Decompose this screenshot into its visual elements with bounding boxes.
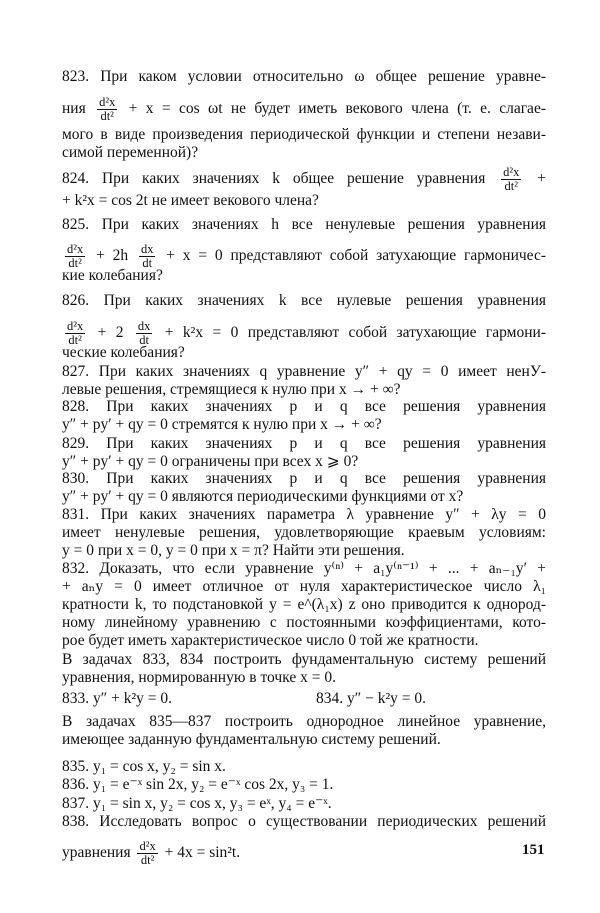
fraction-numerator: d²x [99, 95, 116, 109]
text-line [62, 216, 546, 234]
fraction-numerator: d²x [67, 319, 84, 333]
line-text: 831. При каких значениях параметра λ уравнение y″ + λy = 0 [62, 506, 546, 523]
line-text: + 2h [88, 247, 136, 265]
text-line [62, 506, 546, 524]
line-text: В задачах 835—837 построить однородное линейное уравнение, [62, 713, 546, 730]
line-text: левые решения, стремящиеся к нулю при x → + ∞? [62, 381, 401, 398]
line-text: ческие колебания? [62, 344, 185, 361]
fraction-numerator: dx [140, 242, 154, 256]
fraction-denominator: dt [142, 256, 153, 270]
line-text: симой переменной)? [62, 144, 199, 161]
text-line [62, 731, 546, 749]
page-number: 151 [522, 842, 545, 858]
fraction-numerator: d²x [139, 839, 156, 853]
line-text: кратности k, то подстановкой y = e^(λ₁x) z оно приводится к однород- [62, 596, 546, 613]
fraction-denominator: dt² [68, 333, 82, 347]
text-line [62, 776, 546, 794]
line-text: 825. При каких значениях h все ненулевые решения уравнения [62, 216, 546, 233]
line-text: 837. y₁ = sin x, y₂ = cos x, y₃ = eˣ, y₄ = e⁻ˣ. [62, 795, 332, 812]
text-line [62, 542, 546, 560]
text-line [62, 243, 546, 270]
fraction-denominator: dt² [140, 853, 155, 867]
text-line [62, 690, 546, 708]
text-line [62, 126, 546, 144]
text-line [62, 713, 546, 731]
line-text: y″ + py′ + qy = 0 стремятся к нулю при x → + ∞? [62, 416, 382, 433]
line-text: 827. При каких значениях q уравнение y″ + qy = 0 имеет ненУ- [62, 363, 546, 380]
fraction-denominator: dt² [504, 179, 519, 193]
line-text: + 2 [88, 324, 133, 342]
text-line [62, 470, 546, 488]
text-line [62, 488, 546, 506]
text-line [62, 578, 546, 596]
fraction-numerator: dx [137, 319, 151, 333]
text-line [62, 614, 546, 632]
fraction [501, 166, 521, 193]
line-text: 835. y₁ = cos x, y₂ = sin x. [62, 758, 226, 775]
line-text: 824. При каких значениях k общее решение уравнения [62, 170, 499, 188]
fraction-denominator: dt² [100, 109, 114, 123]
fraction-denominator: dt [139, 333, 150, 347]
line-text: 823. При каком условии относительно ω общее решение уравне- [62, 68, 546, 85]
line-text: 833. y″ + k²y = 0. [62, 690, 172, 707]
line-text: мого в виде произведения периодической функции и степени незави- [62, 126, 546, 143]
line-text: 829. При каких значениях p и q все решения уравнения [62, 435, 546, 452]
text-line [62, 192, 546, 210]
text-line [62, 398, 546, 416]
text-line [62, 453, 546, 471]
line-text: кие колебания? [62, 267, 163, 284]
line-text: + aₙy = 0 имеет отличное от нуля характеристическое число λ₁ [62, 578, 546, 595]
line-text: + x = 0 представляют собой затухающие гармоничес- [158, 247, 546, 265]
text-line [62, 381, 546, 399]
text-line [62, 632, 546, 650]
line-text: уравнения, нормированную в точке x = 0. [62, 669, 336, 686]
line-text: имеющее заданную фундаментальную систему решений. [62, 731, 441, 748]
fraction [136, 320, 153, 347]
fraction-numerator: d²x [503, 165, 520, 179]
line-text: рое будет иметь характеристическое число 0 той же кратности. [62, 632, 479, 649]
text-line [62, 96, 546, 123]
text-line [62, 669, 546, 687]
line-text: ному линейному уравнению с постоянными коэффициентами, кото- [62, 614, 546, 631]
fraction [65, 320, 85, 347]
line-text: уравнения [62, 844, 135, 862]
fraction-denominator: dt² [68, 256, 82, 270]
fraction [139, 243, 156, 270]
text-line [62, 344, 546, 362]
text-line [62, 840, 546, 867]
line-text: + 4x = sin²t. [160, 844, 241, 862]
text-line [62, 292, 546, 310]
text-line [62, 166, 546, 193]
text-line [62, 267, 546, 285]
text-line [62, 320, 546, 347]
line-text: + [524, 170, 546, 188]
line-text: имеет ненулевые решения, удовлетворяющие краевым условиям: [62, 524, 546, 541]
line-text: 832. Доказать, что если уравнение y⁽ⁿ⁾ + a₁y⁽ⁿ⁻¹⁾ + ... + aₙ₋₁y′ + [62, 560, 546, 577]
text-line [62, 524, 546, 542]
line-text: y″ + py′ + qy = 0 ограничены при всех x ⩾ 0? [62, 453, 359, 470]
fraction [97, 96, 117, 123]
text-line [62, 68, 546, 86]
line-text: + k²x = cos 2t не имеет векового члена? [62, 192, 319, 209]
line-text: 838. Исследовать вопрос о существовании периодических решений [62, 813, 546, 830]
fraction [137, 840, 157, 867]
text-line [62, 435, 546, 453]
text-line [62, 596, 546, 614]
line-text: 828. При каких значениях p и q все решения уравнения [62, 398, 546, 415]
text-line [62, 363, 546, 381]
line-text: 826. При каких значениях k все нулевые решения уравнения [62, 292, 546, 309]
text-line [62, 813, 546, 831]
fraction-numerator: d²x [67, 242, 84, 256]
line-text: y = 0 при x = 0, y = 0 при x = π? Найти эти решения. [62, 542, 405, 559]
line-text: ния [62, 100, 95, 118]
text-line [62, 795, 546, 813]
line-text: В задачах 833, 834 построить фундаментальную систему решений [62, 651, 546, 668]
fraction [65, 243, 85, 270]
text-line [62, 560, 546, 578]
text-line [62, 416, 546, 434]
line-text: 830. При каких значениях p и q все решения уравнения [62, 470, 546, 487]
line-text-right: 834. y″ − k²y = 0. [316, 690, 426, 707]
line-text: y″ + py′ + qy = 0 являются периодическими функциями от x? [62, 488, 464, 505]
line-text: + x = cos ωt не будет иметь векового члена (т. е. слагае- [120, 100, 546, 118]
text-line [62, 651, 546, 669]
line-text: 836. y₁ = e⁻ˣ sin 2x, y₂ = e⁻ˣ cos 2x, y₃ = 1. [62, 776, 334, 793]
text-line [62, 144, 546, 162]
line-text: + k²x = 0 представляют собой затухающие гармони- [155, 324, 546, 342]
text-line [62, 758, 546, 776]
